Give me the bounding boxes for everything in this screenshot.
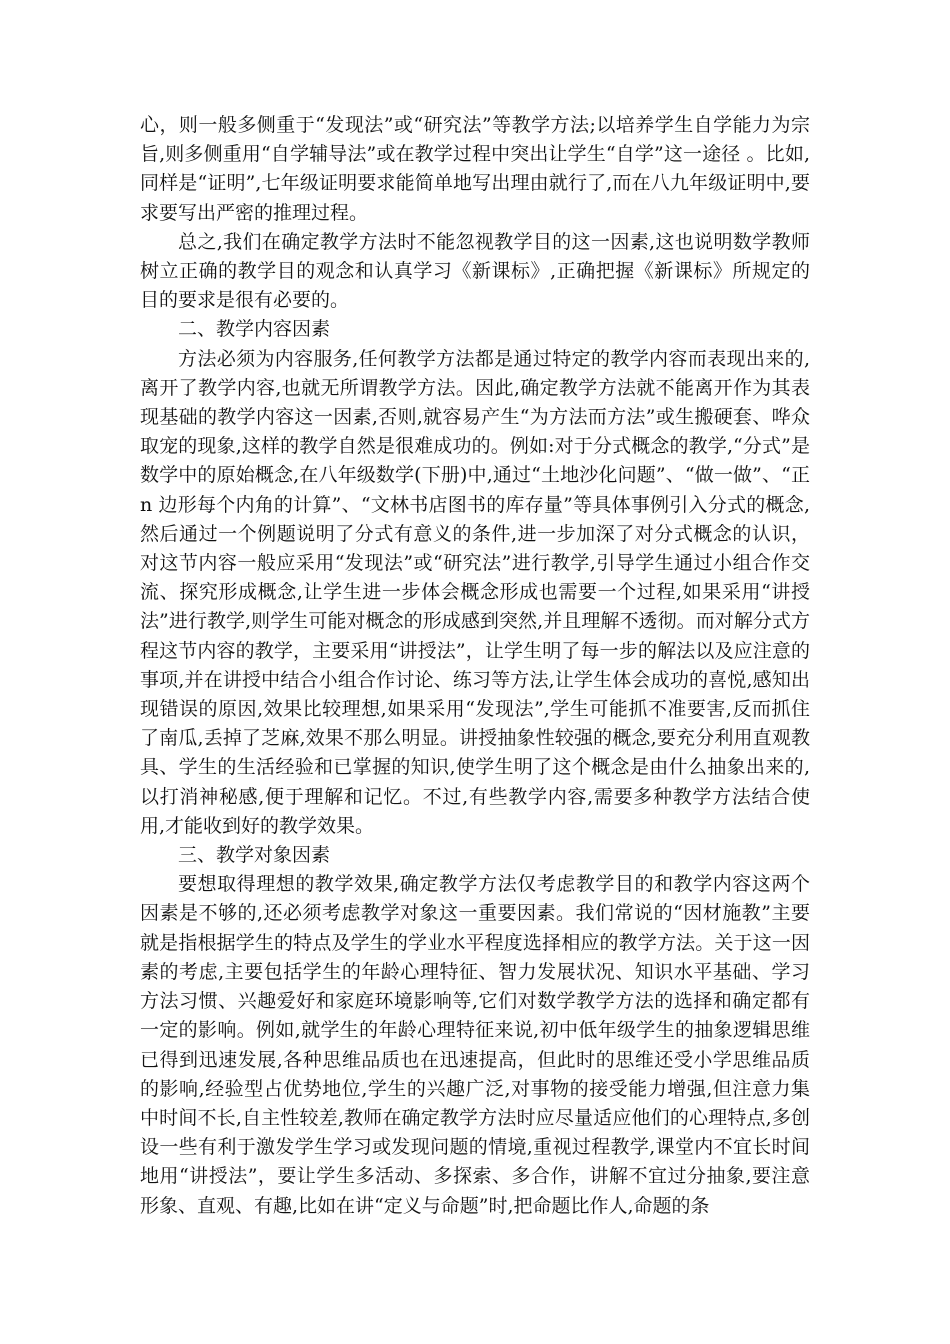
paragraph-content-factor: 方法必须为内容服务,任何教学方法都是通过特定的教学内容而表现出来的,离开了教学内容,也就无所谓教学方法。因此,确定教学方法就不能离开作为其表现基础的教学内容这一因素,否则,就容易产生“为方法而方法”或生搬硬套、哗众取宠的现象,这样的教学自然是很难成功的。例如:对于分式概念的教学,“分式”是数学中的原始概念,在八年级数学(下册)中,通过“土地沙化问题”、“做一做”、“正 n 边形每个内角的计算”、“文林书店图书的库存量”等具体事例引入分式的概念,然后通过一个例题说明了分式有意义的条件,进一步加深了对分式概念的认识，对这节内容一般应采用“发现法”或“研究法”进行教学,引导学生通过小组合作交流、探究形成概念,让学生进一步体会概念形成也需要一个过程,如果采用“讲授法”进行教学,则学生可能对概念的形成感到突然,并且理解不透彻。而对解分式方程这节内容的教学，主要采用“讲授法”，让学生明了每一步的解法以及应注意的事项,并在讲授中结合小组合作讨论、练习等方法,让学生体会成功的喜悦,感知出现错误的原因,效果比较理想,如果采用“发现法”,学生可能抓不准要害,反而抓住了南瓜,丢掉了芝麻,效果不那么明显。讲授抽象性较强的概念,要充分利用直观教具、学生的生活经验和已掌握的知识,使学生明了这个概念是由什么抽象出来的,以打消神秘感,便于理解和记忆。不过,有些教学内容,需要多种教学方法结合使用,才能收到好的教学效果。 (140, 347, 810, 837)
section-heading-content-factor: 二、教学内容因素 (178, 318, 331, 341)
paragraph-summary: 总之,我们在确定教学方法时不能忽视教学目的这一因素,这也说明数学教师树立正确的教学目的观念和认真学习《新课标》,正确把握《新课标》所规定的目的要求是很有必要的。 (140, 230, 810, 312)
document-body (140, 111, 810, 1221)
paragraph-student-factor: 要想取得理想的教学效果,确定教学方法仅考虑教学目的和教学内容这两个因素是不够的,还必须考虑教学对象这一重要因素。我们常说的“因材施教”主要就是指根据学生的特点及学生的学业水平程度选择相应的教学方法。关于这一因素的考虑,主要包括学生的年龄心理特征、智力发展状况、知识水平基础、学习方法习惯、兴趣爱好和家庭环境影响等,它们对数学教学方法的选择和确定都有一定的影响。例如,就学生的年龄心理特征来说,初中低年级学生的抽象逻辑思维已得到迅速发展,各种思维品质也在迅速提高，但此时的思维还受小学思维品质的影响,经验型占优势地位,学生的兴趣广泛,对事物的接受能力增强,但注意力集中时间不长,自主性较差,教师在确定教学方法时应尽量适应他们的心理特点,多创设一些有利于激发学生学习或发现问题的情境,重视过程教学,课堂内不宜长时间地用“讲授法”，要让学生多活动、多探索、多合作，讲解不宜过分抽象,要注意形象、直观、有趣,比如在讲“定义与命题”时,把命题比作人,命题的条 (140, 873, 810, 1217)
section-heading-student-factor: 三、教学对象因素 (178, 844, 331, 867)
paragraph-continuation: 心，则一般多侧重于“发现法”或“研究法”等教学方法;以培养学生自学能力为宗旨,则多侧重用“自学辅导法”或在教学过程中突出让学生“自学”这一途径 。比如,同样是“证明”,七年级证明要求能简单地写出理由就行了,而在八九年级证明中,要求要写出严密的推理过程。 (140, 114, 810, 224)
